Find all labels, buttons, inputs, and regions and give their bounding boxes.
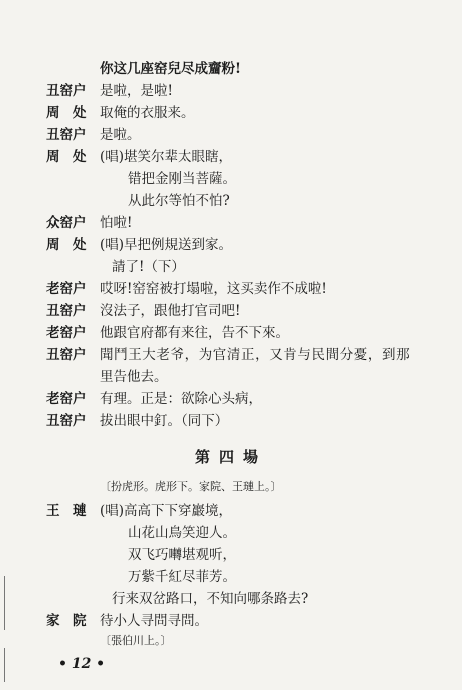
dialogue-text: 聞鬥王大老爷，为官清正，又肯与民間分憂，到那	[100, 347, 411, 363]
dialogue-text: 拔出眼中釘。（同下）	[100, 413, 229, 429]
verse-line: 从此尔等怕不怕?	[128, 193, 230, 209]
speaker-label: 丑窑户	[46, 83, 87, 99]
stage-direction: 〔張伯川上。〕	[100, 634, 172, 647]
speaker-label: 老窑户	[46, 391, 87, 407]
verse-line: 万紫千紅尽菲芳。	[128, 569, 236, 585]
speaker-label: 丑窑户	[46, 303, 87, 319]
scan-edge-mark	[4, 576, 5, 630]
speaker-label: 家 院	[46, 613, 87, 629]
dialogue-text: 哎呀!窑窑被打塌啦，这买卖作不成啦!	[100, 281, 327, 297]
verse-line: 错把金刚当菩薩。	[128, 171, 236, 187]
verse-line: 双飞巧囀堪观听，	[128, 547, 236, 563]
dialogue-text: 怕啦!	[100, 215, 133, 231]
dialogue-text: 待小人寻問寻問。	[100, 613, 208, 629]
speaker-label: 老窑户	[46, 281, 87, 297]
page-number: • 12 •	[58, 656, 106, 672]
dialogue-continuation: 里告他去。	[100, 369, 168, 385]
dialogue-continuation: 行来双岔路口，不知向哪条路去?	[112, 591, 309, 607]
speaker-label: 周 处	[46, 237, 87, 253]
dialogue-text: (唱)早把例規送到家。	[100, 237, 233, 253]
stage-direction: 〔扮虎形。虎形下。家院、王璉上。〕	[100, 480, 282, 493]
speaker-label: 丑窑户	[46, 127, 87, 143]
dialogue-text: (唱)堪笑尔辈太眼瞎，	[100, 149, 233, 165]
dialogue-text: 取俺的衣服来。	[100, 105, 195, 121]
scan-edge-mark	[4, 648, 5, 682]
scene-heading: 第四場	[194, 448, 267, 466]
dialogue-text: (唱)高高下下穿巖境，	[100, 503, 233, 519]
dialogue-text: 是啦，是啦!	[100, 83, 173, 99]
dialogue-text: 是啦。	[100, 127, 141, 143]
speaker-label: 众窑户	[46, 215, 87, 231]
dialogue-text: 有理。正是：欲除心头病，	[100, 391, 262, 407]
speaker-label: 丑窑户	[46, 347, 87, 363]
dialogue-continuation: 請了!（下）	[112, 259, 185, 275]
verse-line: 山花山鳥笑迎人。	[128, 525, 236, 541]
dialogue-text: 他跟官府都有来往，告不下來。	[100, 325, 289, 341]
dialogue-text: 沒法子，跟他打官司吧!	[100, 303, 241, 319]
speaker-label: 丑窑户	[46, 413, 87, 429]
speaker-label: 周 处	[46, 149, 87, 165]
speaker-label: 老窑户	[46, 325, 87, 341]
speaker-label: 周 处	[46, 105, 87, 121]
speaker-label: 王 璉	[46, 503, 87, 519]
dialogue-continuation: 你这几座窑兒尽成齏粉!	[100, 61, 241, 77]
